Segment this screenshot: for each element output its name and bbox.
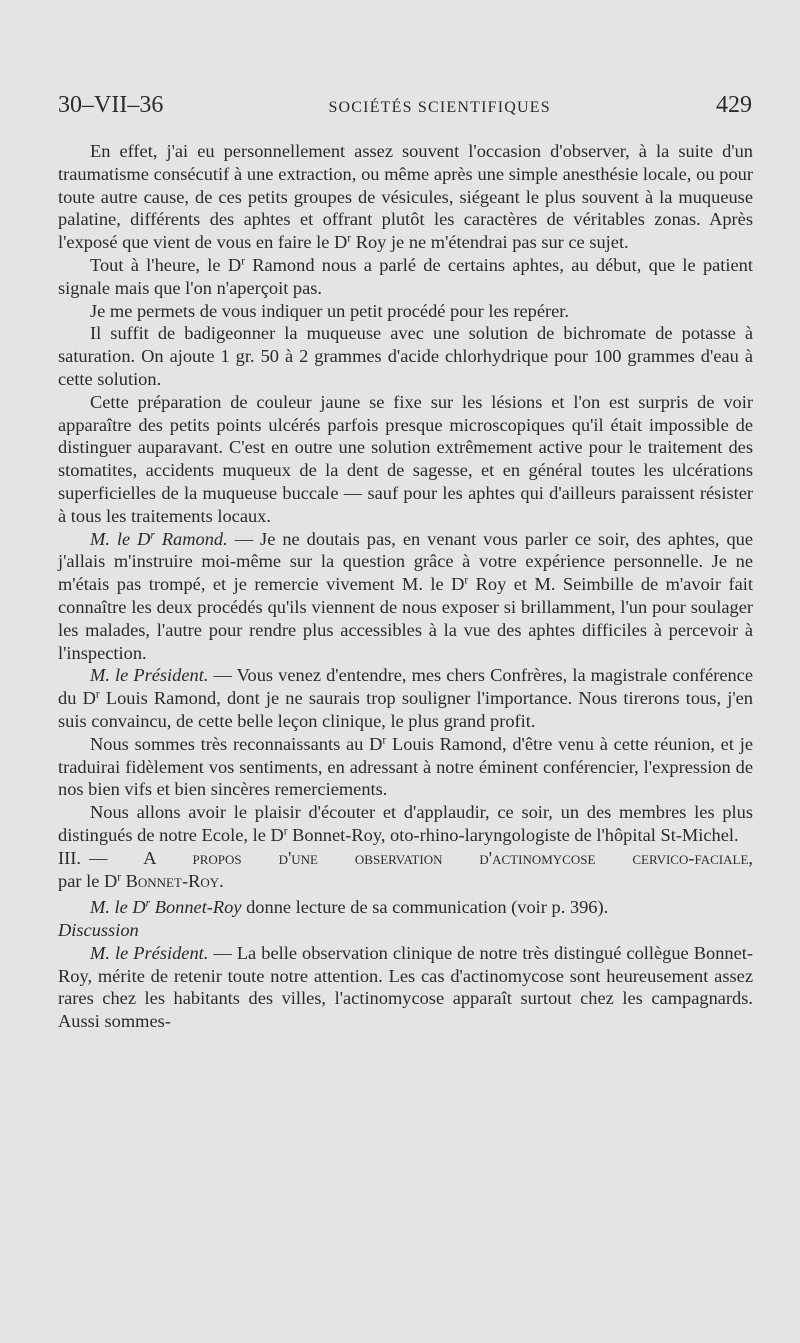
paragraph-discussion: M. le Président. — La belle observation clinique de notre très distingué collègue Bonnet-Roy, mérite de retenir toute notre attention. Les cas d'actinomycose sont heureusement assez rares chez les habitants des villes, l'actinomycose apparaît surtout chez les campagnards. Aussi sommes- bbox=[58, 942, 754, 1032]
paragraph-3: Je me permets de vous indiquer un petit procédé pour les repérer. bbox=[90, 300, 570, 321]
header-page-number: 429 bbox=[716, 92, 752, 118]
paragraph-1: En effet, j'ai eu personnellement assez souvent l'occasion d'observer, à la suite d'un traumatisme consécutif à une extraction, ou même après une simple anesthésie locale, ou pour toute autre cause, de ces petits groupes de vésicules, siégeant le plus souvent à la muqueuse palatine, différents des aphtes et offrant plutôt les caractères de véritables zonas. Après l'exposé que vient de vous en faire le $D^r$ Roy je ne m'étendrai pas sur ce sujet. bbox=[58, 141, 753, 253]
speaker-name: M. le Président. bbox=[90, 942, 209, 963]
paragraph-communication: M. le $D^r$ Bonnet-Roy donne lecture de sa communication (voir p. 396). bbox=[90, 897, 609, 918]
running-header bbox=[58, 92, 752, 122]
paragraph-6: M. le $D^r$ Ramond. — Je ne doutais pas, en venant vous parler ce soir, des aphtes, que j'allais m'instruire moi-même sur la question grâce à votre expérience personnelle. Je ne m'étais pas trompé, et je remercie vivement M. le $D^r$ Roy et M. Seimbille de m'avoir fait connaître les deux procédés qu'ils viennent de nous exposer si brillamment, l'un pour soulager les malades, l'autre pour rendre plus accessibles à la vue des aphtes difficiles à percevoir à l'inspection. bbox=[58, 528, 754, 663]
paragraph-9: Nous allons avoir le plaisir d'écouter et d'applaudir, ce soir, un des membres les plus distingués de notre Ecole, le $D^r$ Bonnet-Roy, oto-rhino-laryngologiste de l'hôpital St-Michel. bbox=[58, 802, 753, 845]
header-running-title: SOCIÉTÉS SCIENTIFIQUES bbox=[328, 99, 551, 116]
paragraph-8: Nous sommes très reconnaissants au $D^r$ Louis Ramond, d'être venu à cette réunion, et je traduirai fidèlement vos sentiments, en adressant à notre éminent conférencier, l'expression de nos bien vifs et bien sincères remerciements. bbox=[58, 733, 753, 800]
speaker-name: M. le $D^r$ Ramond. bbox=[90, 528, 228, 549]
paragraph-4: Il suffit de badigeonner la muqueuse avec une solution de bichromate de potasse à saturation. On ajoute 1 gr. 50 à 2 grammes d'acide chlorhydrique pour 100 grammes d'eau à cette solution. bbox=[58, 323, 753, 389]
paragraph-2: Tout à l'heure, le $D^r$ Ramond nous a parlé de certains aphtes, au début, que le patient signale mais que l'on n'aperçoit pas. bbox=[58, 254, 753, 298]
speaker-name: M. le Président. bbox=[90, 665, 209, 686]
section-heading: III. — A propos d'une observation d'actinomycose cervico-faciale, bbox=[58, 847, 753, 868]
paragraph-7: M. le Président. — Vous venez d'entendre, mes chers Confrères, la magistrale conférence du $D^r$ Louis Ramond, dont je ne saurais trop souligner l'importance. Nous tirerons tous, j'en suis convaincu, de cette belle leçon clinique, le plus grand profit. bbox=[58, 665, 753, 731]
discussion-heading: Discussion bbox=[58, 920, 139, 941]
paragraph-5: Cette préparation de couleur jaune se fixe sur les lésions et l'on est surpris de voir apparaître des petits points ulcérés parfois presque microscopiques qu'il était impossible de distinguer auparavant. C'est en outre une solution extrêmement active pour le traitement des stomatites, accidents muqueux de la dent de sagesse, et en général toutes les ulcérations superficielles de la muqueuse buccale — sauf pour les aphtes qui d'ailleurs paraissent résister à tous les traitements locaux. bbox=[58, 391, 753, 526]
header-date: 30–VII–36 bbox=[58, 92, 164, 118]
body-text bbox=[58, 140, 753, 1033]
speaker-name: M. le $D^r$ Bonnet-Roy bbox=[90, 897, 242, 918]
section-byline: par le $D^r$ Bonnet-Roy. bbox=[58, 870, 224, 891]
